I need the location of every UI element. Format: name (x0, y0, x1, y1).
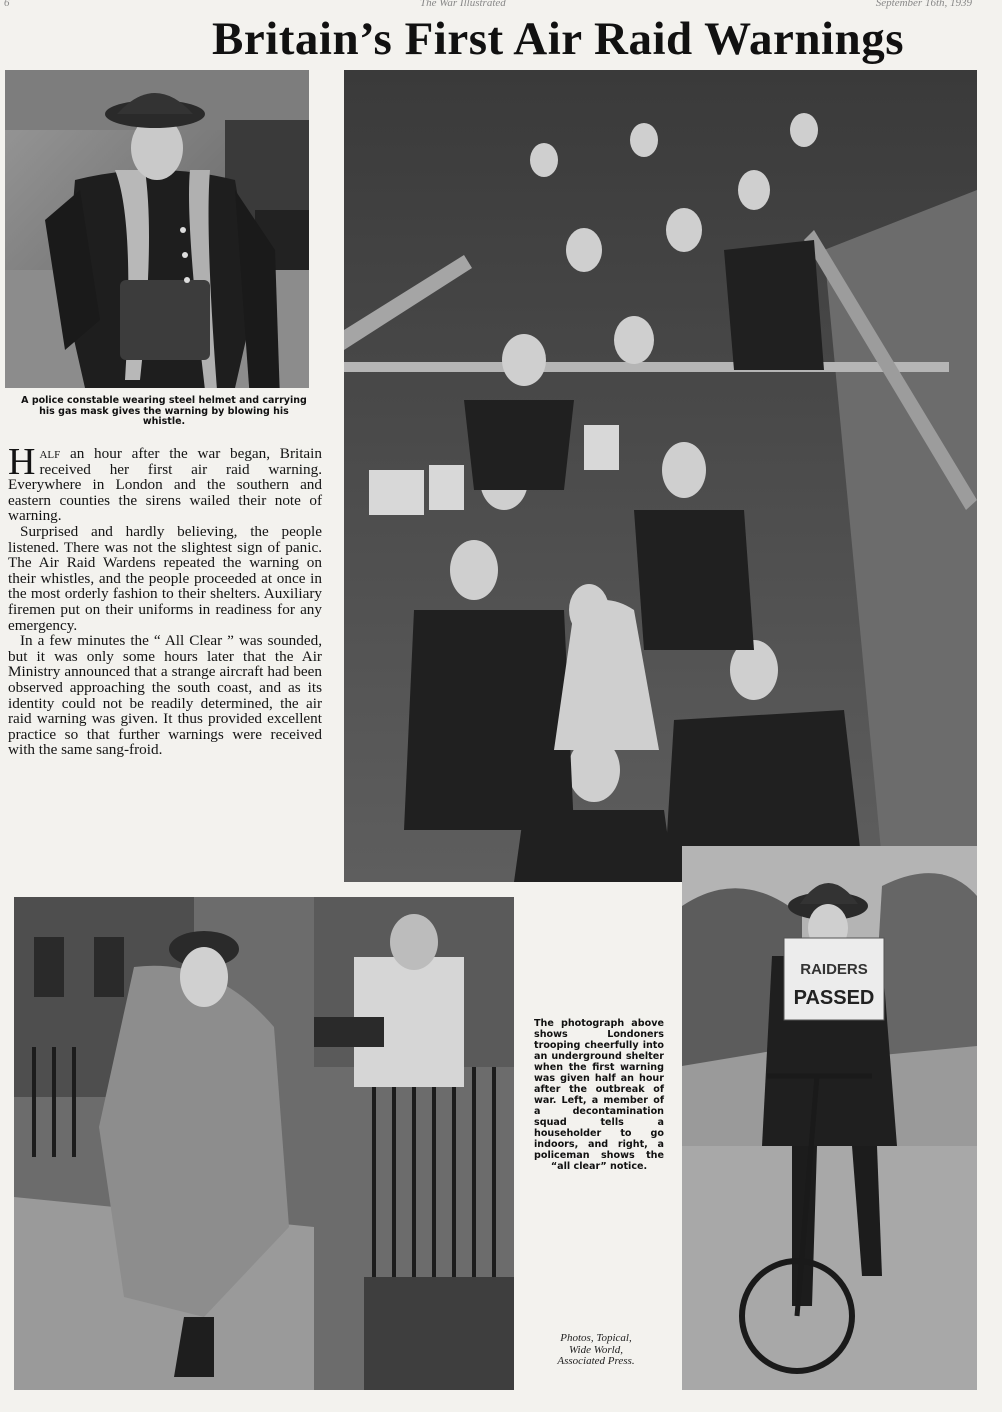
page-number: 6 (4, 0, 10, 9)
paragraph-1-text: an hour after the war began, Britain received her first air raid warning. Everywhere in London and the southern and eastern counties the sirens wailed their note of warning. (8, 445, 322, 525)
article-paragraph-3: In a few minutes the “ All Clear ” was sounded, but it was only some hours later that the Air Ministry announced that a strange aircraft had been observed approaching the south coast, and as its identity could not be readily determined, the air raid warning was given. It thus provided excellent practice so that further warnings were received with the same sang-froid. (8, 632, 322, 759)
credit-line-2: Wide World, (569, 1343, 623, 1356)
sign-line-1: RAIDERS (800, 961, 868, 978)
issue-date: September 16th, 1939 (875, 0, 972, 9)
constable-caption: A police constable wearing steel helmet and carrying his gas mask gives the warning by blowing his whistle. (21, 395, 307, 427)
photo-policeman-bicycle (682, 846, 977, 1390)
article-paragraph-1 (8, 441, 322, 525)
photo-decontamination-squad (14, 897, 514, 1390)
publication-title: The War Illustrated (420, 0, 506, 9)
photo-londoners-shelter (344, 70, 977, 882)
crowd-illustration (344, 70, 977, 882)
credit-line-3: Associated Press. (557, 1355, 635, 1367)
photo-police-constable (5, 70, 309, 388)
photo-credits (540, 1333, 652, 1368)
sign-line-2: PASSED (793, 987, 875, 1009)
decontamination-illustration (14, 897, 514, 1390)
page-headline: Britain’s First Air Raid Warnings (212, 13, 904, 65)
lead-word: alf (39, 445, 61, 462)
bicycle-illustration (682, 846, 977, 1390)
credit-line-1: Photos, Topical, (560, 1332, 632, 1344)
side-caption: The photograph above shows Londoners trooping cheerfully into an underground shelter when the first warning was given half an hour after the outbreak of war. Left, a member of a decontamination squad tells a householder to go indoors, and right, a policeman shows the “all clear” notice. (534, 1018, 664, 1172)
drop-cap: H (8, 441, 36, 483)
constable-illustration (5, 70, 309, 388)
article-paragraph-2: Surprised and hardly believing, the people listened. There was not the slightest sign of panic. The Air Raid Wardens repeated the warning on their whistles, and the people proceeded at once in the most orderly fashion to their shelters. Auxiliary firemen put on their uniforms in readiness for any emergency. (8, 522, 322, 634)
article-body (8, 441, 322, 759)
